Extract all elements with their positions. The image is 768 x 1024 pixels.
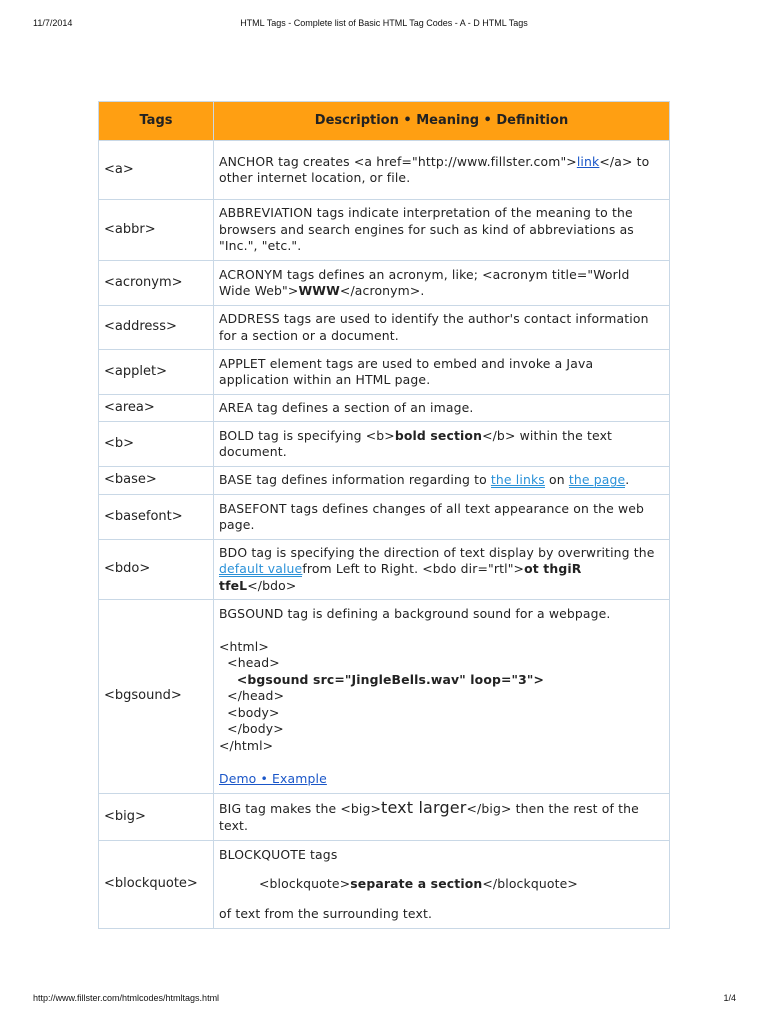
table-row	[99, 200, 670, 261]
big-example: text larger	[381, 798, 467, 817]
bold-example: ot thgiR tfeL	[219, 561, 582, 593]
code-line: <html>	[219, 638, 269, 654]
desc-text: <blockquote>	[259, 876, 351, 892]
table-row	[99, 540, 670, 600]
description-cell	[214, 467, 670, 495]
description-cell	[214, 261, 670, 306]
table-row	[99, 306, 670, 350]
desc-text: BLOCKQUOTE tags	[219, 846, 338, 862]
desc-text: on	[544, 472, 569, 488]
table-row	[99, 422, 670, 467]
description-cell	[214, 422, 670, 467]
code-line: <body>	[219, 704, 280, 720]
link-text[interactable]: link	[576, 153, 600, 169]
tag-cell: <a>	[99, 141, 214, 200]
link-text[interactable]: the links	[490, 472, 545, 488]
page-header	[0, 18, 768, 32]
desc-text: BGSOUND tag is defining a background sound for a webpage.	[219, 605, 611, 621]
tag-cell: <blockquote>	[99, 841, 214, 929]
tag-cell: <address>	[99, 306, 214, 350]
description-cell	[214, 841, 670, 929]
desc-text: from Left to Right. <bdo dir="rtl">	[302, 561, 525, 577]
print-title: HTML Tags - Complete list of Basic HTML Tag Codes - A - D HTML Tags	[240, 18, 528, 28]
desc-text: </big> then the rest of the text.	[219, 801, 639, 833]
description-cell: AREA tag defines a section of an image.	[214, 395, 670, 422]
desc-text: ANCHOR tag creates <a href="http://www.fillster.com">	[219, 153, 577, 169]
tag-cell: <basefont>	[99, 495, 214, 540]
tag-cell: <base>	[99, 467, 214, 495]
desc-text: BDO tag is specifying the direction of text display by overwriting the	[219, 544, 655, 560]
code-line: </html>	[219, 737, 274, 753]
desc-text: BOLD tag is specifying <b>	[219, 427, 395, 443]
table-row	[99, 467, 670, 495]
desc-text: </blockquote>	[482, 876, 578, 892]
description-cell: BASEFONT tags defines changes of all text appearance on the web page.	[214, 495, 670, 540]
table-header-row	[99, 102, 670, 141]
code-line: <bgsound src="JingleBells.wav" loop="3">	[219, 671, 545, 687]
tag-cell: <bgsound>	[99, 600, 214, 794]
desc-text: </acronym>.	[339, 283, 425, 298]
desc-text: BASE tag defines information regarding to	[219, 472, 491, 488]
column-header-tags: Tags	[99, 102, 214, 141]
desc-text: </b> within the text document.	[219, 427, 613, 459]
desc-text: </bdo>	[247, 577, 297, 593]
desc-text: BIG tag makes the <big>	[219, 801, 382, 816]
blockquote-example	[219, 876, 663, 893]
description-cell	[214, 794, 670, 841]
demo-link[interactable]: Demo • Example	[219, 770, 327, 786]
bold-example: separate a section	[350, 876, 483, 892]
html-tags-table	[98, 101, 670, 929]
table-row	[99, 600, 670, 794]
tag-cell: <applet>	[99, 350, 214, 395]
tag-cell: <abbr>	[99, 200, 214, 261]
table-row	[99, 794, 670, 841]
desc-text: .	[625, 472, 630, 488]
table-row	[99, 395, 670, 422]
column-header-description: Description • Meaning • Definition	[214, 102, 670, 141]
table-row	[99, 495, 670, 540]
tag-cell: <big>	[99, 794, 214, 841]
description-cell: APPLET element tags are used to embed and invoke a Java application within an HTML page.	[214, 350, 670, 395]
table-row	[99, 141, 670, 200]
description-cell: ADDRESS tags are used to identify the author's contact information for a section or a document.	[214, 306, 670, 350]
table-row	[99, 261, 670, 306]
code-line: <head>	[219, 655, 280, 671]
page-number: 1/4	[723, 993, 736, 1003]
desc-text: </a> to other internet location, or file.	[219, 153, 650, 185]
table-row	[99, 841, 670, 929]
tag-cell: <b>	[99, 422, 214, 467]
link-text[interactable]: the page	[568, 472, 626, 488]
desc-text: ACRONYM tags defines an acronym, like; <acronym title="World Wide Web">	[219, 266, 630, 298]
link-text[interactable]: default value	[219, 561, 303, 577]
description-cell: ABBREVIATION tags indicate interpretation of the meaning to the browsers and search engines for such as kind of abbreviations as "Inc.", "etc.".	[214, 200, 670, 261]
table-row	[99, 350, 670, 395]
desc-text: of text from the surrounding text.	[219, 905, 433, 921]
tag-cell: <bdo>	[99, 540, 214, 600]
footer-url: http://www.fillster.com/htmlcodes/htmltags.html	[33, 993, 220, 1003]
bold-example: WWW	[298, 283, 340, 298]
description-cell	[214, 540, 670, 600]
tag-cell: <acronym>	[99, 261, 214, 306]
code-line: </body>	[219, 721, 284, 737]
bold-example: bold section	[394, 427, 483, 443]
description-cell	[214, 141, 670, 200]
code-line: </head>	[219, 688, 285, 704]
description-cell	[214, 600, 670, 794]
tag-cell: <area>	[99, 395, 214, 422]
print-date: 11/7/2014	[33, 18, 73, 28]
